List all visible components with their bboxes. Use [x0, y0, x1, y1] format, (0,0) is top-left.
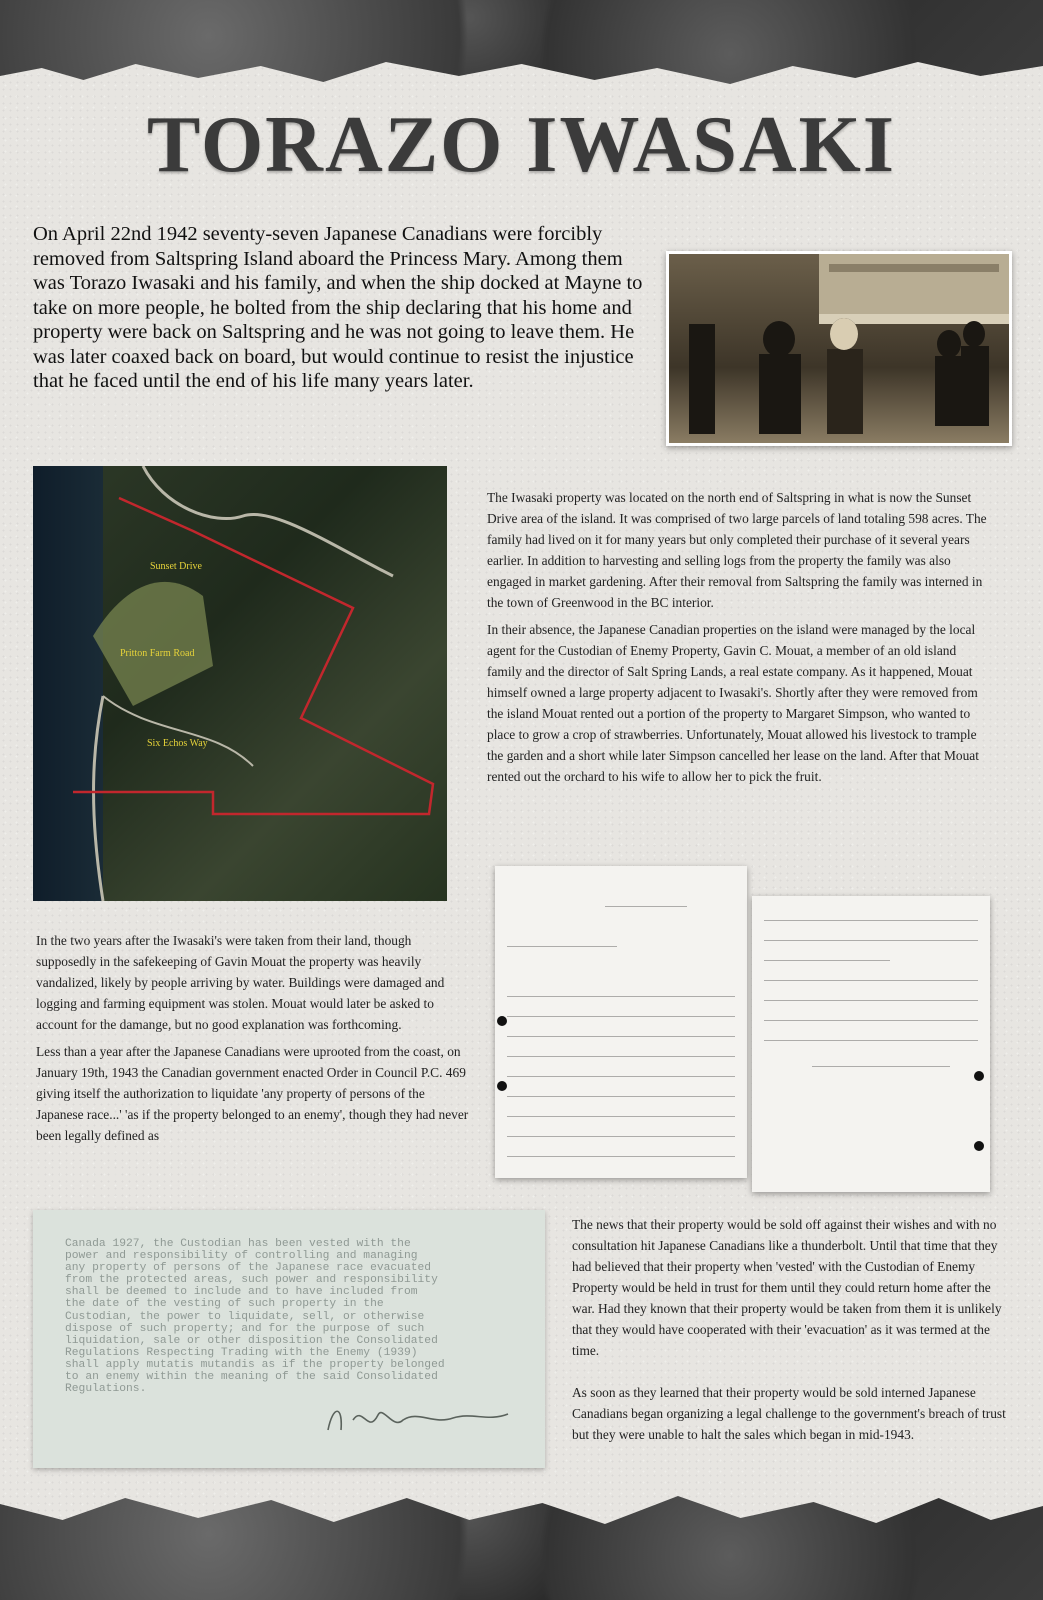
ship-departure-photo: [666, 251, 1012, 446]
property-paragraph: In their absence, the Japanese Canadian properties on the island were managed by the local agent for the Custodian of Enemy Property, Gavin C. Mouat, a member of an old island family and the director of Salt Spring Lands, a real estate company. As it happened, Mouat himself owned a large property adjacent to Iwasaki's. Shortly after they were removed from the island Mouat rented out a portion of the property to Margaret Simpson, who wanted to place to grow a crop of strawberries. Unfortunately, Mouat allowed his livestock to trample the garden and a short while later Simpson cancelled her lease on the land. After that Mouat rented out the orchard to his wife to allow her to pick the fruit.: [487, 622, 979, 784]
punch-hole: [974, 1071, 984, 1081]
punch-hole: [497, 1081, 507, 1091]
typed-order-document: [33, 1210, 545, 1468]
map-label-six-echos-way: Six Echos Way: [147, 738, 208, 749]
page-title: TORAZO IWASAKI: [147, 101, 896, 189]
map-label-pritton-farm-road: Pritton Farm Road: [120, 648, 195, 659]
map-overlay: [33, 466, 447, 901]
sale-paragraph: As soon as they learned that their property would be sold interned Japanese Canadians began organizing a legal challenge to the government's breach of trust but they were unable to halt the sales which began in mid-1943.: [572, 1385, 1006, 1442]
signature-mark: [323, 1400, 513, 1440]
handwritten-letter-page-1: [495, 866, 747, 1178]
sale-section: [572, 1214, 1012, 1451]
vandalism-section: [36, 930, 470, 1152]
ship-photo-illustration: [669, 254, 1009, 443]
property-paragraph: The Iwasaki property was located on the north end of Saltspring in what is now the Sunset Drive area of the island. It was comprised of two large parcels of land totaling 598 acres. The family had lived on it for many years but only completed their purchase of it several years earlier. In addition to harvesting and selling logs from the property the family was also engaged in market gardening. After their removal from Saltspring the family was interned in the town of Greenwood in the BC interior.: [487, 490, 987, 610]
punch-hole: [974, 1141, 984, 1151]
punch-hole: [497, 1016, 507, 1026]
handwritten-letter-page-2: [752, 896, 990, 1192]
vandalism-paragraph: In the two years after the Iwasaki's were taken from their land, though supposedly in the safekeeping of Gavin Mouat the property was heavily vandalized, likely by people arriving by water. Buildings were damaged and logging and farming equipment was stolen. Mouat would later be asked to account for the damange, but no good explanation was forthcoming.: [36, 933, 445, 1032]
intro-paragraph: On April 22nd 1942 seventy-seven Japanese Canadians were forcibly removed from Saltspring Island aboard the Princess Mary. Among them was Torazo Iwasaki and his family, and when the ship docked at Mayne to take on more people, he bolted from the ship declaring that his home and property were back on Saltspring and he was not going to leave them. He was later coaxed back on board, but would continue to resist the injustice that he faced until the end of his life many years later.: [33, 223, 643, 392]
sale-paragraph: The news that their property would be sold off against their wishes and with no consultation hit Japanese Canadians like a thunderbolt. Until that time that they had believed that their property when 'vested' with the Custodian of Enemy Property would be held in trust for them until they could return home after the war. Had they known that their property would be taken from them it is unlikely that they would have cooperated with their 'evacuation' as it was termed at the time.: [572, 1217, 1002, 1358]
aerial-property-map: [33, 466, 447, 901]
map-label-sunset-drive: Sunset Drive: [150, 561, 202, 572]
property-section: [487, 487, 987, 793]
typed-document-text: Canada 1927, the Custodian has been vested with the power and responsibility of controlling and managing any property of persons of the Japanese race evacuated from the protected areas, such power and responsibility shall be deemed to include and to have included from the date of the vesting of such property in the Custodian, the power to liquidate, sell, or otherwise dispose of such property; and for the purpose of such liquidation, sale or other disposition the Consolidated Regulations Respecting Trading with the Enemy (1939) shall apply mutatis mutandis as if the property belonged to an enemy within the meaning of the said Consolidated Regulations.: [65, 1238, 445, 1396]
vandalism-paragraph: Less than a year after the Japanese Canadians were uprooted from the coast, on January 19th, 1943 the Canadian government enacted Order in Council P.C. 469 giving itself the authorization to liquidate 'any property of persons of the Japanese race...' 'as if the property belonged to an enemy', though they had never been legally defined as: [36, 1044, 469, 1143]
